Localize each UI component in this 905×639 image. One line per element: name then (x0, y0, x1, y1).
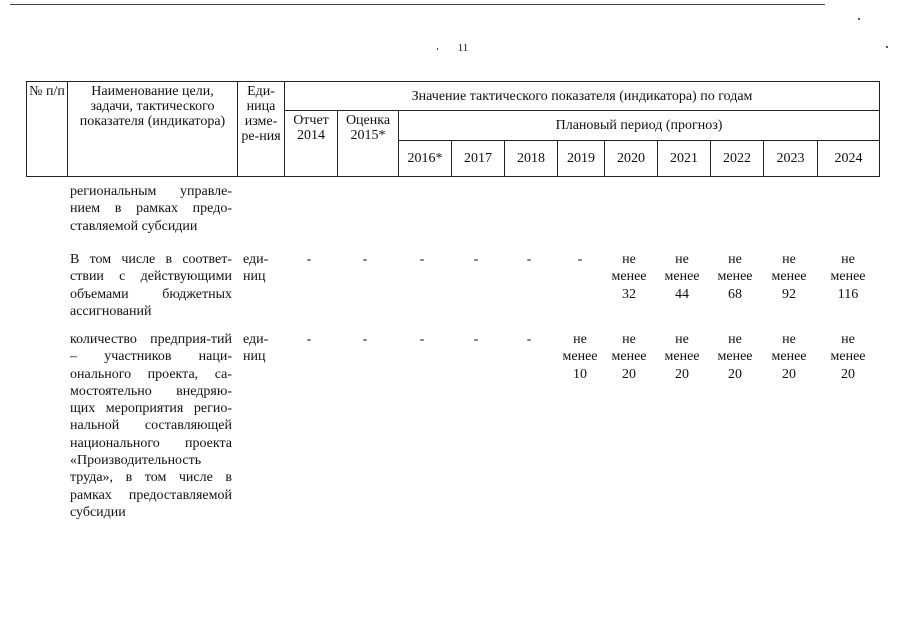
header-estimate-2015: Оценка 2015* (338, 111, 399, 177)
value-cell: не менее 68 (717, 252, 753, 302)
value-cell: - (362, 332, 368, 347)
header-year: 2018 (505, 141, 558, 177)
row-unit: еди-ниц (243, 252, 269, 285)
header-year: 2024 (818, 141, 880, 177)
value-cell: - (306, 332, 312, 347)
value-cell: - (306, 252, 312, 267)
row-indicator-name: В том числе в соответ-ствии с действующими объемами бюджетных ассигнований (70, 252, 232, 319)
value-cell: не менее 10 (562, 332, 598, 382)
header-year: 2017 (452, 141, 505, 177)
header-year: 2021 (658, 141, 711, 177)
header-year: 2016* (399, 141, 452, 177)
header-year: 2022 (711, 141, 764, 177)
header-report-2014: Отчет 2014 (285, 111, 338, 177)
header-year: 2020 (605, 141, 658, 177)
header-unit: Еди-ница изме-ре-ния (238, 82, 285, 177)
value-cell: не менее 20 (830, 332, 866, 382)
value-cell: - (419, 332, 425, 347)
value-cell: не менее 20 (717, 332, 753, 382)
value-cell: - (577, 252, 583, 267)
value-cell: - (526, 252, 532, 267)
value-cell: не менее 116 (830, 252, 866, 302)
value-cell: - (473, 332, 479, 347)
value-cell: - (362, 252, 368, 267)
value-cell: - (473, 252, 479, 267)
row-unit: еди-ниц (243, 332, 269, 365)
row-indicator-name: региональным управле-нием в рамках предо-ставляемой субсидии (70, 184, 232, 234)
value-cell: не менее 20 (771, 332, 807, 382)
value-cell: - (526, 332, 532, 347)
header-year: 2019 (558, 141, 605, 177)
header-plan-period: Плановый период (прогноз) (399, 111, 880, 141)
value-cell: не менее 20 (611, 332, 647, 382)
header-year: 2023 (764, 141, 818, 177)
header-number: № п/п (27, 82, 68, 177)
value-cell: не менее 44 (664, 252, 700, 302)
header-name: Наименование цели, задачи, тактического показателя (индикатора) (68, 82, 238, 177)
row-indicator-name: количество предприя-тий – участников наци-онального проекта, са-мостоятельно внедряю-щих мероприятия регио-нальной составляющей национального проекта «Производительность труда», в том числе в рамках предоставляемой субсидии (70, 332, 232, 520)
value-cell: не менее 32 (611, 252, 647, 302)
page-number: 11 (457, 42, 469, 54)
header-values: Значение тактического показателя (индикатора) по годам (285, 82, 880, 111)
value-cell: - (419, 252, 425, 267)
value-cell: не менее 92 (771, 252, 807, 302)
value-cell: не менее 20 (664, 332, 700, 382)
